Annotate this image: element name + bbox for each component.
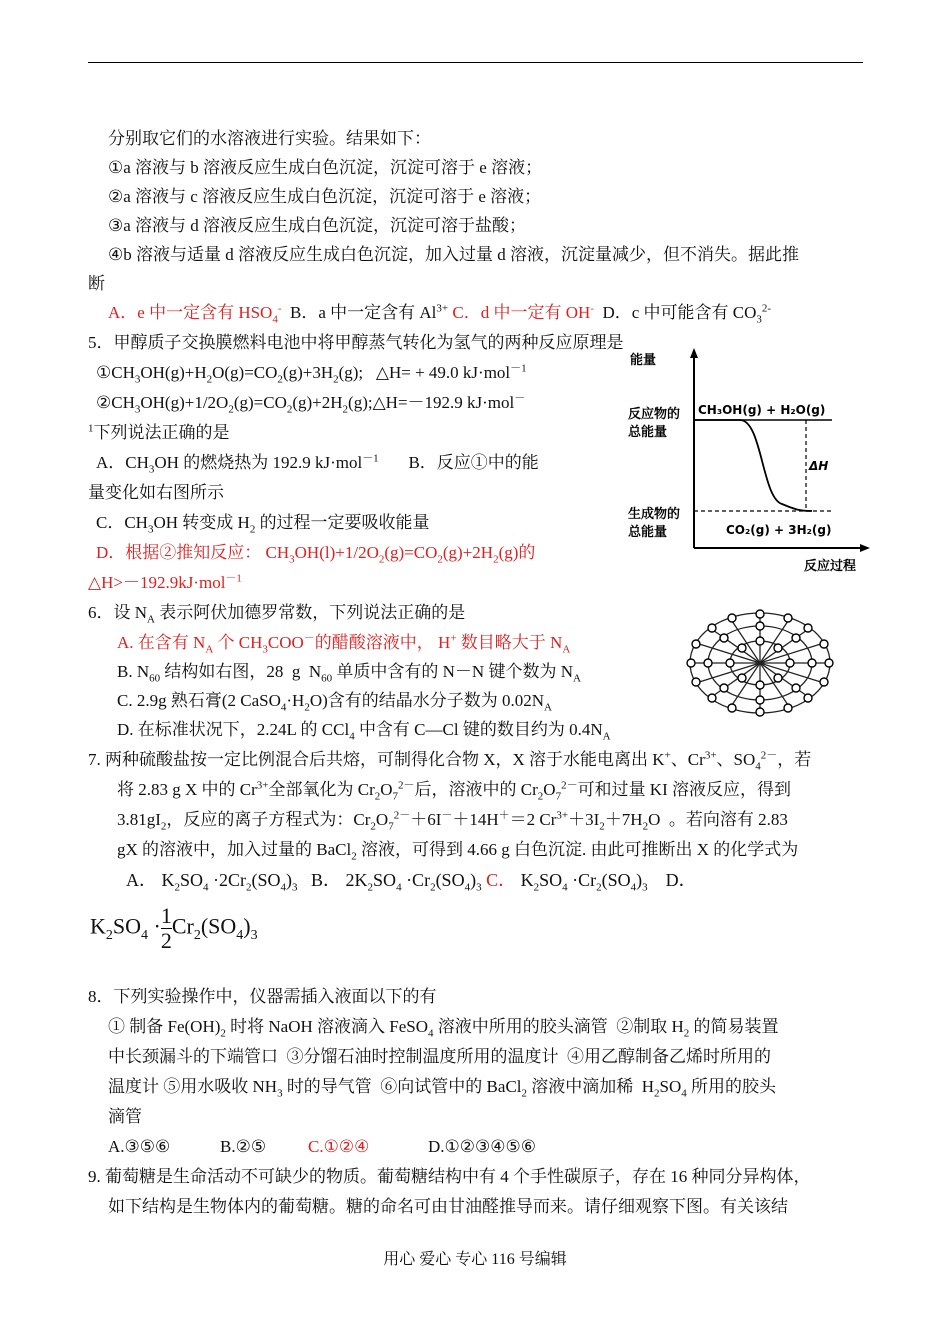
q6-option-b: B. $N_{60}$ 结构如右图，28 g $N_{60}$ 单质中含有的 N－N 键个数为 $N_A$: [117, 662, 581, 685]
delta-h-label: ΔH: [809, 459, 829, 473]
q8-line-1: ① 制备 $Fe(OH)_2$ 时将 NaOH 溶液滴入 FeSO$_4$ 溶液中所用的胶头滴管 ②制取 $H_2$ 的简易装置: [108, 1017, 779, 1040]
q5-reaction-1: $①CH_3OH(g)+H_2O(g)=CO_2(g)+3H_2(g)$; △H= + 49.0 kJ·mol$^{-1}$: [96, 362, 527, 386]
header-rule: [88, 62, 863, 63]
product-label: 生成物的: [628, 507, 681, 522]
q8-option-a: A.③⑤⑥: [108, 1137, 171, 1156]
q5-option-c: C．$CH_3OH$ 转变成 $H_2$ 的过程一定要吸收能量: [96, 513, 430, 536]
text-line: ③a 溶液与 d 溶液反应生成白色沉淀，沉淀可溶于盐酸；: [108, 216, 527, 235]
q4-options: A．e 中一定含有 $HSO_4^-$ B．a 中一定含有 $Al^{3+}$ C．d 中一定有 OH- D．c 中可能含有 $CO_3^{2-}$: [108, 302, 772, 326]
q7-line-2: 将 2.83 g X 中的 $Cr^{3+}$全部氧化为 $Cr_2O_7^{2-}$后，溶液中的 $Cr_2O_7^{2-}$可和过量 KI 溶液反应，得到: [117, 779, 791, 803]
q8-option-c: C.①②④: [308, 1137, 370, 1156]
reactant-label: 反应物的: [628, 407, 681, 422]
reactant-species: CH₃OH(g) + H₂O(g): [698, 403, 826, 417]
product-species: CO₂(g) + 3H₂(g): [726, 523, 832, 537]
energy-diagram: [622, 348, 872, 578]
q8-stem: 8．下列实验操作中，仪器需插入液面以下的有: [88, 987, 437, 1006]
text-line: 分别取它们的水溶液进行实验。结果如下：: [108, 129, 431, 148]
x-axis-label: 反应过程: [804, 559, 857, 574]
q7-option-d-formula: $K_2SO_4$ · $\frac{1}{2}$ $Cr_2(SO_4)_3$: [90, 903, 258, 953]
q8-option-d: D.①②③④⑤⑥: [428, 1137, 536, 1156]
q7-line-1: 7. 两种硫酸盐按一定比例混合后共熔，可制得化合物 X，X 溶于水能电离出 K+、$Cr^{3+}$、$SO_4^{2-}$，若: [88, 749, 812, 773]
y-axis-label: 能量: [630, 353, 657, 368]
q5-option-d: D．根据②推知反应： $CH_3OH(l)+1/2O_2(g)=CO_2(g)+2H_2(g)$的: [96, 543, 536, 566]
q5-stem: 5．甲醇质子交换膜燃料电池中将甲醇蒸气转化为氢气的两种反应原理是: [88, 333, 624, 352]
q6-option-c: C. 2.9g 熟石膏(2 $CaSO_4\cdot H_2O$)含有的结晶水分子数为 $0.02N_A$: [117, 691, 552, 714]
q8-option-b: B.②⑤: [220, 1137, 267, 1156]
n60-structure-diagram: [682, 608, 838, 718]
q7-line-3: $3.81gI_2$，反应的离子方程式为：$Cr_2O_7^{2-}+6I^-+14H^+=2$ $Cr^{3+}+3I_2+7H_2O$ 。若向溶有 2.83: [117, 809, 788, 833]
q6-option-a: A. 在含有 $N_A$ 个 $CH_3COO^-$的醋酸溶液中， H+ 数目略大于 $N_A$: [117, 632, 571, 656]
q5-option-b-cont: 量变化如右图所示: [88, 483, 224, 502]
q7-line-4: gX 的溶液中，加入过量的 BaCl$_2$ 溶液，可得到 4.66 g 白色沉淀. 由此可推断出 X 的化学式为: [117, 840, 799, 863]
q8-line-3: 温度计 ⑤用水吸收 $NH_3$ 时的导气管 ⑥向试管中的 BaCl$_2$ 溶液中滴加稀 $H_2SO_4$ 所用的胶头: [108, 1077, 777, 1100]
text-line: 断: [88, 274, 105, 293]
text-line: ①a 溶液与 b 溶液反应生成白色沉淀，沉淀可溶于 e 溶液；: [108, 158, 543, 177]
q7-options: A． $K_2SO_4 \cdot 2Cr_2(SO_4)_3$ B． $2K_2SO_4 \cdot Cr_2(SO_4)_3$ C． $K_2SO_4 \cdot Cr_2(SO_4)_3$ D．: [126, 870, 697, 894]
q5-prompt: $^1$下列说法正确的是: [88, 422, 230, 442]
product-label-2: 总能量: [628, 525, 668, 540]
q8-line-4: 滴管: [108, 1107, 142, 1126]
q8-line-2: 中长颈漏斗的下端管口 ③分馏石油时控制温度所用的温度计 ④用乙醇制备乙烯时所用的: [108, 1047, 771, 1066]
q5-option-ab: A．$CH_3OH$ 的燃烧热为 192.9 kJ·mol$^{-1}$ B．反应①中的能: [96, 452, 539, 476]
q6-option-d: D. 在标准状况下，2.24L 的 CCl$_4$ 中含有 C—Cl 键的数目约为 $0.4N_A$: [117, 720, 611, 743]
q9-line-1: 9. 葡萄糖是生命活动不可缺少的物质。葡萄糖结构中有 4 个手性碳原子，存在 16 种同分异构体，: [88, 1167, 811, 1186]
q6-stem: 6．设 $N_A$ 表示阿伏加德罗常数，下列说法正确的是: [88, 603, 466, 626]
q9-line-2: 如下结构是生物体内的葡萄糖。糖的命名可由甘油醛推导而来。请仔细观察下图。有关该结: [108, 1197, 788, 1216]
q5-reaction-2: $②CH_3OH(g)+1/2O_2(g)=CO_2(g)+2H_2(g);\triangle H=-192.9$ kJ·mol－: [96, 392, 526, 416]
page-footer: 用心 爱心 专心 116 号编辑: [383, 1251, 567, 1268]
text-line: ②a 溶液与 c 溶液反应生成白色沉淀，沉淀可溶于 e 溶液；: [108, 187, 542, 206]
reactant-label-2: 总能量: [628, 425, 668, 440]
text-line: ④b 溶液与适量 d 溶液反应生成白色沉淀，加入过量 d 溶液，沉淀量减少，但不消失。据此推: [108, 245, 799, 264]
q5-option-d-cont: △H>－192.9kJ·mol$^{-1}$: [88, 572, 242, 592]
